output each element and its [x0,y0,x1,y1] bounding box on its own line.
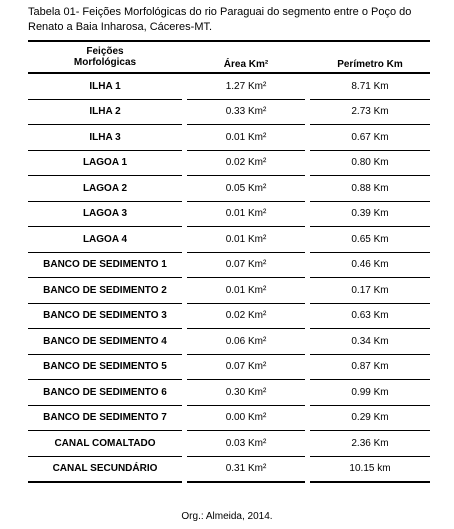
table-row [28,150,430,176]
feature-cell: BANCO DE SEDIMENTO 5 [28,354,182,380]
table-row [28,99,430,125]
header-perimeter: Perímetro Km [310,41,430,73]
perimeter-cell: 2.73 Km [310,99,430,125]
table-row [28,329,430,355]
table-row [28,405,430,431]
perimeter-cell: 0.39 Km [310,201,430,227]
feature-cell: ILHA 1 [28,73,182,99]
header-area: Área Km² [187,41,305,73]
feature-cell: CANAL COMALTADO [28,431,182,457]
area-cell: 0.30 Km² [187,380,305,406]
area-cell: 0.01 Km² [187,125,305,151]
perimeter-cell: 8.71 Km [310,73,430,99]
perimeter-cell: 0.34 Km [310,329,430,355]
area-cell: 0.31 Km² [187,456,305,482]
table-row [28,176,430,202]
feature-cell: LAGOA 2 [28,176,182,202]
feature-cell: LAGOA 4 [28,227,182,253]
table-caption: Tabela 01- Feições Morfológicas do rio Paraguai do segmento entre o Poço do Renato a Baia Inharosa, Cáceres-MT. [28,6,412,33]
morphology-table [28,40,430,483]
table-row [28,278,430,304]
feature-cell: LAGOA 3 [28,201,182,227]
table-row [28,431,430,457]
table-source: Org.: Almeida, 2014. [181,511,273,522]
perimeter-cell: 10.15 km [310,456,430,482]
perimeter-cell: 0.63 Km [310,303,430,329]
perimeter-cell: 0.67 Km [310,125,430,151]
feature-cell: BANCO DE SEDIMENTO 1 [28,252,182,278]
feature-cell: BANCO DE SEDIMENTO 2 [28,278,182,304]
table-row [28,380,430,406]
feature-cell: BANCO DE SEDIMENTO 6 [28,380,182,406]
area-cell: 0.07 Km² [187,354,305,380]
area-cell: 0.05 Km² [187,176,305,202]
area-cell: 0.01 Km² [187,201,305,227]
perimeter-cell: 0.80 Km [310,150,430,176]
table-row [28,227,430,253]
table-body [28,73,430,482]
area-cell: 0.00 Km² [187,405,305,431]
perimeter-cell: 0.46 Km [310,252,430,278]
feature-cell: ILHA 2 [28,99,182,125]
table-header-row [28,41,430,73]
feature-cell: LAGOA 1 [28,150,182,176]
feature-cell: BANCO DE SEDIMENTO 3 [28,303,182,329]
area-cell: 0.02 Km² [187,150,305,176]
area-cell: 0.01 Km² [187,227,305,253]
perimeter-cell: 0.88 Km [310,176,430,202]
feature-cell: CANAL SECUNDÁRIO [28,456,182,482]
perimeter-cell: 0.99 Km [310,380,430,406]
area-cell: 0.06 Km² [187,329,305,355]
perimeter-cell: 0.29 Km [310,405,430,431]
feature-cell: BANCO DE SEDIMENTO 4 [28,329,182,355]
feature-cell: BANCO DE SEDIMENTO 7 [28,405,182,431]
table-row [28,456,430,482]
perimeter-cell: 0.65 Km [310,227,430,253]
perimeter-cell: 0.87 Km [310,354,430,380]
header-features: Feições Morfológicas [28,41,182,73]
area-cell: 0.01 Km² [187,278,305,304]
table-row [28,125,430,151]
area-cell: 1.27 Km² [187,73,305,99]
area-cell: 0.03 Km² [187,431,305,457]
table-row [28,252,430,278]
table-row [28,201,430,227]
table-row [28,73,430,99]
perimeter-cell: 0.17 Km [310,278,430,304]
area-cell: 0.02 Km² [187,303,305,329]
area-cell: 0.07 Km² [187,252,305,278]
table-row [28,303,430,329]
table-row [28,354,430,380]
feature-cell: ILHA 3 [28,125,182,151]
perimeter-cell: 2.36 Km [310,431,430,457]
area-cell: 0.33 Km² [187,99,305,125]
